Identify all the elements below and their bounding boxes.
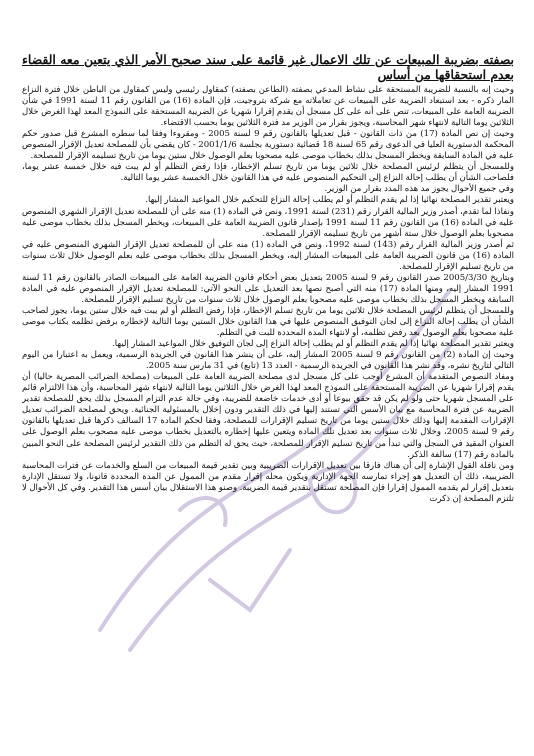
paragraph: وللمسجل أن يتظلم لرئيس المصلحة خلال ثلاثين يوما من تاريخ تسلم الإخطار، فإذا رفض التظلم أو لم يبت فيه خلال ستين يوما، يجوز لصاحب الشأن أن يطلب إحالة النزاع إلى لجان التوفيق المنصوص عليها في هذا القانون خلال الستين يوما التالية لإخطاره برفض تظلمه بكتاب موصى عليه مصحوبا بعلم الوصول بعد رفض تظلمه، أو لانتهاء المدة المحددة للبت في التظلم. xyxy=(22,305,514,339)
paragraph: ومن نافلة القول الإشارة إلى أن هناك فارقا بين تعديل الإقرارات الضريبية وبين تقدير قيمة المبيعات من السلع والخدمات عن فترات المحاسبة الضريبية، ذلك أن التعديل هو إجراء تمارسه الجهة الإدارية ويكون محله إقرار مقدم من الممول عن المدة المحددة قانونا، ولا تستقل الإدارة بتعديل إقرار لم يقدمه الممول إقرارا فإن المصلحة تستقل بتقدير قيمة الضريبة. وصنو هذا الاستقلال بيان أسس هذا التقدير. وفي كل الأحوال لا تلتزم المصلحة إن ذكرت xyxy=(22,460,514,504)
paragraph: وللمسجل أن يتظلم لرئيس المصلحة خلال ثلاثين يوما من تاريخ تسلم الإخطار، فإذا رفض التظلم أو لم يبت فيه خلال خمسة عشر يوما، فلصاحب الشأن أن يطلب إحالة النزاع إلى التحكيم المنصوص عليه في هذا القانون خلال الخمسة عشر يوما التالية. xyxy=(22,162,514,184)
paragraph: وبتاريخ 2005/3/30 صدر القانون رقم 9 لسنة 2005 بتعديل بعض أحكام قانون الضريبة العامة على المبيعات الصادر بالقانون رقم 11 لسنة 1991 المشار إليه، ومنها المادة (17) منه التي أصبح نصها بعد التعديل على النحو الآتي: للمصلحة تعديل الإقرار المنصوص عليه في المادة السابقة ويخطر المسجل بذلك بخطاب موصى عليه مصحوبا بعلم الوصول خلال ثلاث سنوات من تاريخ تسليم الإقرار للمصلحة. xyxy=(22,272,514,305)
paragraph: ثم أصدر وزير المالية القرار رقم (143) لسنة 1992، ونص في المادة (1) منه على أن للمصلحة تعديل الإقرار الشهري المنصوص عليه في المادة (16) من قانون الضريبة العامة على المبيعات المشار إليه، ويخطر المسجل بذلك بخطاب موصى عليه بعلم الوصول خلال ثلاث سنوات من تاريخ تسليم الإقرار للمصلحة. xyxy=(22,239,514,272)
paragraph: وحيث إنه بالنسبة للضريبة المستحقة على نشاط المدعي بصفته (الطاعن بصفته) كمقاول رئيسي وليس كمقاول من الباطن خلال فترة النزاع المار ذكره - بعد استبعاد الضريبة على المبيعات عن تعاملاته مع شركة بتروجيت، فإن المادة (16) من القانون رقم 11 لسنة 1991 في شأن الضريبة العامة على المبيعات، تنص على أنه على كل مسجل أن يقدم إقرارا شهريا عن الضريبة المستحقة على النموذج المعد لهذا الغرض خلال الثلاثين يوما التالية لانتهاء شهر المحاسبة، ويجوز بقرار من الوزير مد فترة الثلاثين يوما بحسب الاقتضاء. xyxy=(22,85,514,129)
paragraph: ويعتبر تقدير المصلحة نهائيا إذا لم يقدم التظلم أو لم يطلب إحالة النزاع إلى لجان التوفيق خلال المواعيد المشار إليها. xyxy=(112,339,514,350)
paragraph: وفي جميع الأحوال يجوز مد هذه المدد بقرار من الوزير. xyxy=(324,184,514,195)
paragraph: ومفاد النصوص المتقدمة أن المشرع أوجب على كل مسجل لدى مصلحة الضريبة العامة على المبيعات (مصلحة الضرائب المصرية حاليا) أن يقدم إقرارا شهريا عن الضريبة المستحقة على النموذج المعد لهذا الغرض خلال الثلاثين يوما التالية لانتهاء شهر المحاسبة، وأن هذا الالتزام قائم على المسجل شهريا حتى ولو لم يكن قد حقق بيوعا أو أدى خدمات خاضعة للضريبة، وفي حالة عدم التزام المسجل بذلك يحق للمصلحة تقدير الضريبة عن فترة المحاسبة مع بيان الأسس التي تستند إليها في ذلك التقدير ودون إخلال بالمسئولية الجنائية. ويحق لمصلحة الضرائب تعديل الإقرارات المقدمة إليها وذلك خلال ستين يوما من تاريخ تسليم الإقرارات للمصلحة، وفقا لحكم المادة 17 السالف ذكرها قبل تعديلها بالقانون رقم 9 لسنة 2005، وخلال ثلاث سنوات بعد تعديل تلك المادة ويتعين عليها إخطاره بالتعديل بخطاب موصى عليه مصحوب بعلم الوصول على العنوان المقيد في السجل والتي تبدأ من تاريخ تسليم الإقرار للمصلحة، حيث يحق له التظلم من ذلك التقدير لرئيس المصلحة على النحو المبين بالمادة رقم (17) سالفة الذكر. xyxy=(22,372,514,460)
paragraph: ويعتبر تقدير المصلحة نهائيا إذا لم يقدم التظلم أو لم يطلب إحالة النزاع للتحكيم خلال المواعيد المشار إليها. xyxy=(145,195,514,206)
paragraph: وحيث إن نص المادة (17) من ذات القانون - قبل تعديلها بالقانون رقم 9 لسنة 2005 - ومقروءا وفقا لما سطره المشرع قبل صدور حكم المحكمة الدستورية العليا في الدعوى رقم 65 لسنة 18 قضائية دستورية بجلسة 2001/1/6 - كان يقضي بأن للمصلحة تعديل الإقرار المنصوص عليه في المادة السابقة ويخطر المسجل بذلك بخطاب موصى عليه مصحوبا بعلم الوصول خلال ستين يوما من تاريخ تسليمه الإقرار للمصلحة. xyxy=(22,129,514,162)
document-page xyxy=(22,52,514,750)
section-heading: بصفته بضريبة المبيعات عن تلك الاعمال غير قائمة على سند صحيح الأمر الذي يتعين معه القضاء بعدم استحقاقها من أساس xyxy=(22,52,514,82)
paragraph: ونفاذا لما تقدم، أصدر وزير المالية القرار رقم (231) لسنة 1991، ونص في المادة (1) منه على أن للمصلحة تعديل الإقرار الشهري المنصوص عليه في المادة (16) من القانون رقم 11 لسنة 1991 بإصدار قانون الضريبة العامة على المبيعات، ويخطر المسجل بذلك بخطاب موصى عليه مصحوبا بعلم الوصول خلال ستة أشهر من تاريخ تسليمه الإقرار للمصلحة. xyxy=(22,206,514,239)
paragraph: وحيث إن المادة (2) من القانون رقم 9 لسنة 2005 المشار إليه، على أن ينشر هذا القانون في الجريدة الرسمية، ويعمل به اعتبارا من اليوم التالي لتاريخ نشره، وقد نشر هذا القانون في الجريدة الرسمية - العدد 13 (تابع) في 31 مارس سنة 2005. xyxy=(22,350,514,372)
